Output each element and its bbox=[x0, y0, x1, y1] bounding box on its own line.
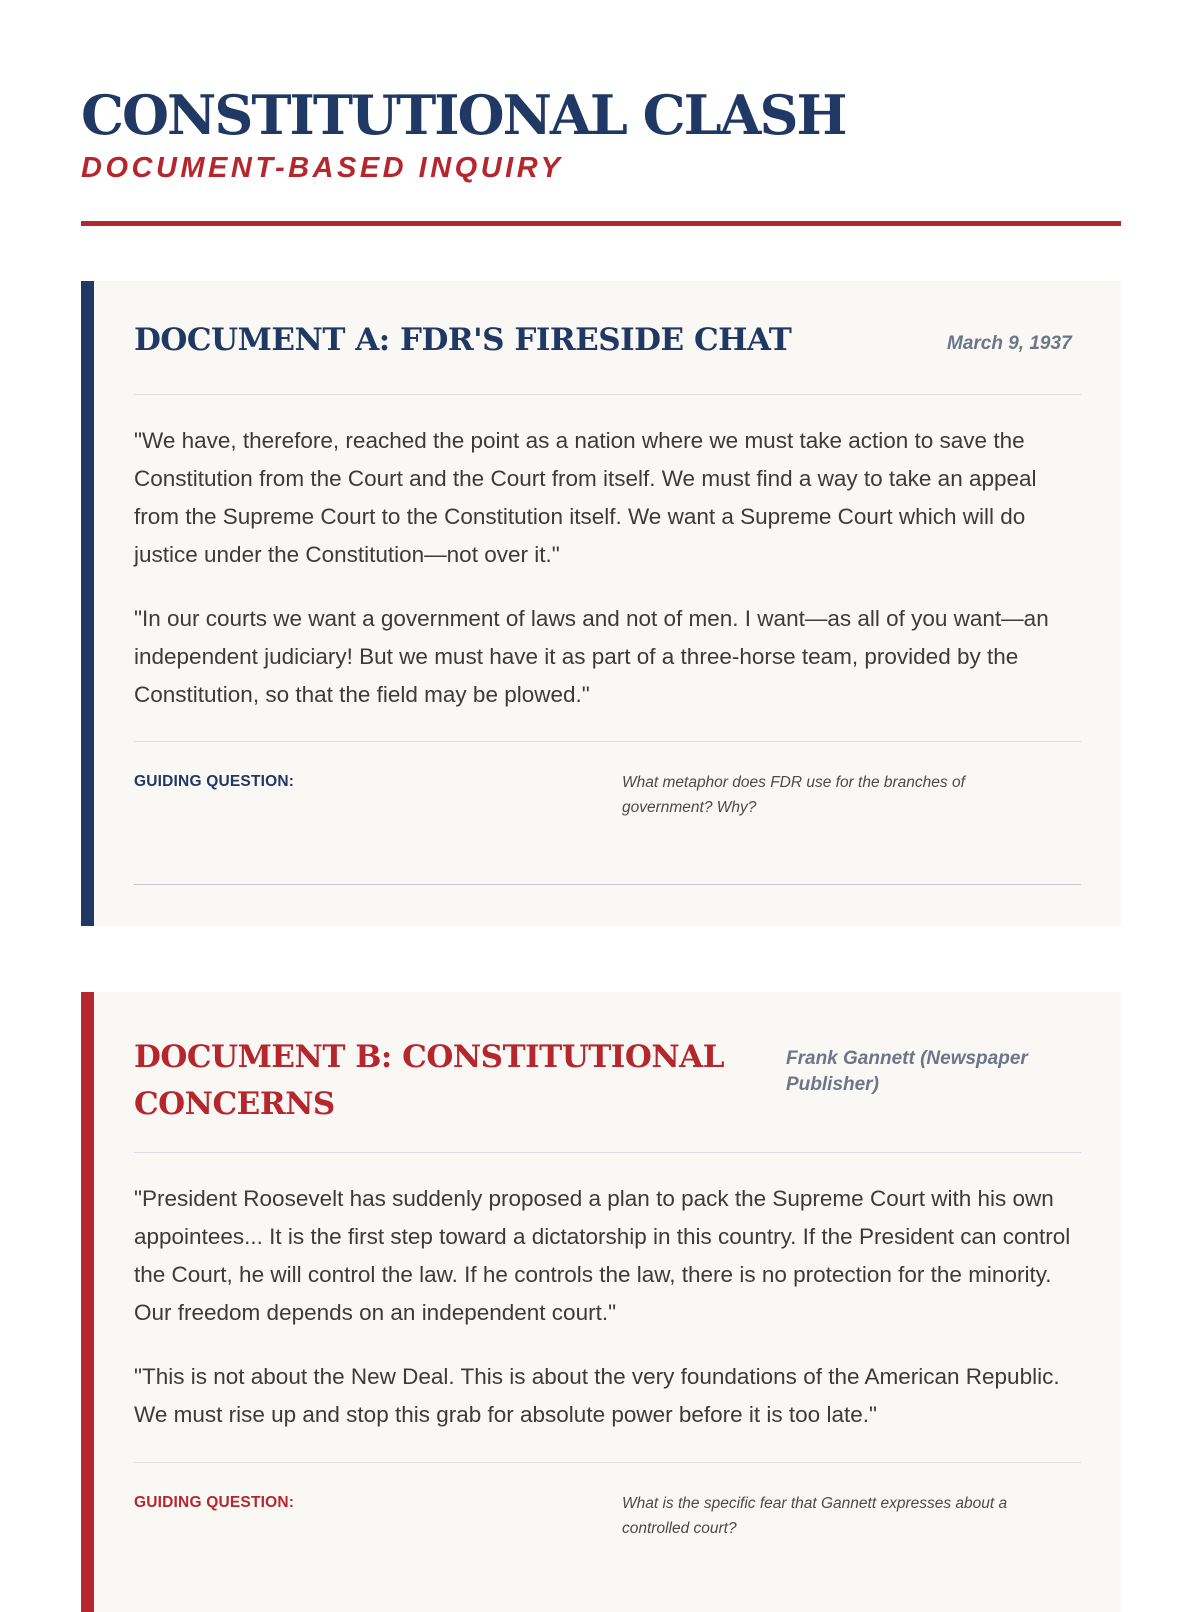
document-b-quote-2: "This is not about the New Deal. This is about the very foundations of the American Republic. We must rise up and stop this grab for absolute power before it is too late." bbox=[134, 1364, 1060, 1427]
header-divider bbox=[81, 221, 1121, 226]
document-b-question: What is the specific fear that Gannett expresses about a controlled court? bbox=[622, 1495, 1008, 1537]
document-a-divider bbox=[134, 394, 1081, 395]
page-title: CONSTITUTIONAL CLASH bbox=[81, 83, 846, 147]
document-b-quote-1: "President Roosevelt has suddenly proposed a plan to pack the Supreme Court with his own appointees... It is the first step toward a dictatorship in this country. If the President can control the Court, he will control the law. If he controls the law, there is no protection for the minority. Our freedom depends on an independent court." bbox=[134, 1186, 1071, 1325]
document-a-question: What metaphor does FDR use for the branches of government? Why? bbox=[622, 774, 965, 816]
document-a-card bbox=[81, 281, 1121, 926]
page-header bbox=[81, 82, 1121, 186]
document-a-answer-line[interactable] bbox=[134, 884, 1081, 885]
document-a-question-label: GUIDING QUESTION: bbox=[134, 773, 295, 790]
document-b-question-divider bbox=[134, 1462, 1081, 1463]
document-a-quote-2: "In our courts we want a government of laws and not of men. I want—as all of you want—an independent judiciary! But we must have it as part of a three-horse team, provided by the Constitution, so that the field may be plowed." bbox=[134, 606, 1049, 707]
document-b-card bbox=[81, 992, 1121, 1612]
page-subtitle: DOCUMENT-BASED INQUIRY bbox=[81, 152, 564, 184]
document-b-title: DOCUMENT B: CONSTITUTIONAL CONCERNS bbox=[134, 1039, 725, 1122]
document-b-author: Frank Gannett (Newspaper Publisher) bbox=[786, 1048, 1028, 1095]
document-b-question-label: GUIDING QUESTION: bbox=[134, 1494, 295, 1511]
document-a-quote-1: "We have, therefore, reached the point as a nation where we must take action to save the Constitution from the Court and the Court from itself. We must find a way to take an appeal from the Supreme Court to the Constitution itself. We want a Supreme Court which will do justice under the Constitution—not over it." bbox=[134, 428, 1037, 567]
document-a-title: DOCUMENT A: FDR'S FIRESIDE CHAT bbox=[134, 322, 792, 358]
document-b-divider bbox=[134, 1152, 1081, 1153]
document-a-question-divider bbox=[134, 741, 1081, 742]
document-a-date: March 9, 1937 bbox=[947, 333, 1072, 354]
